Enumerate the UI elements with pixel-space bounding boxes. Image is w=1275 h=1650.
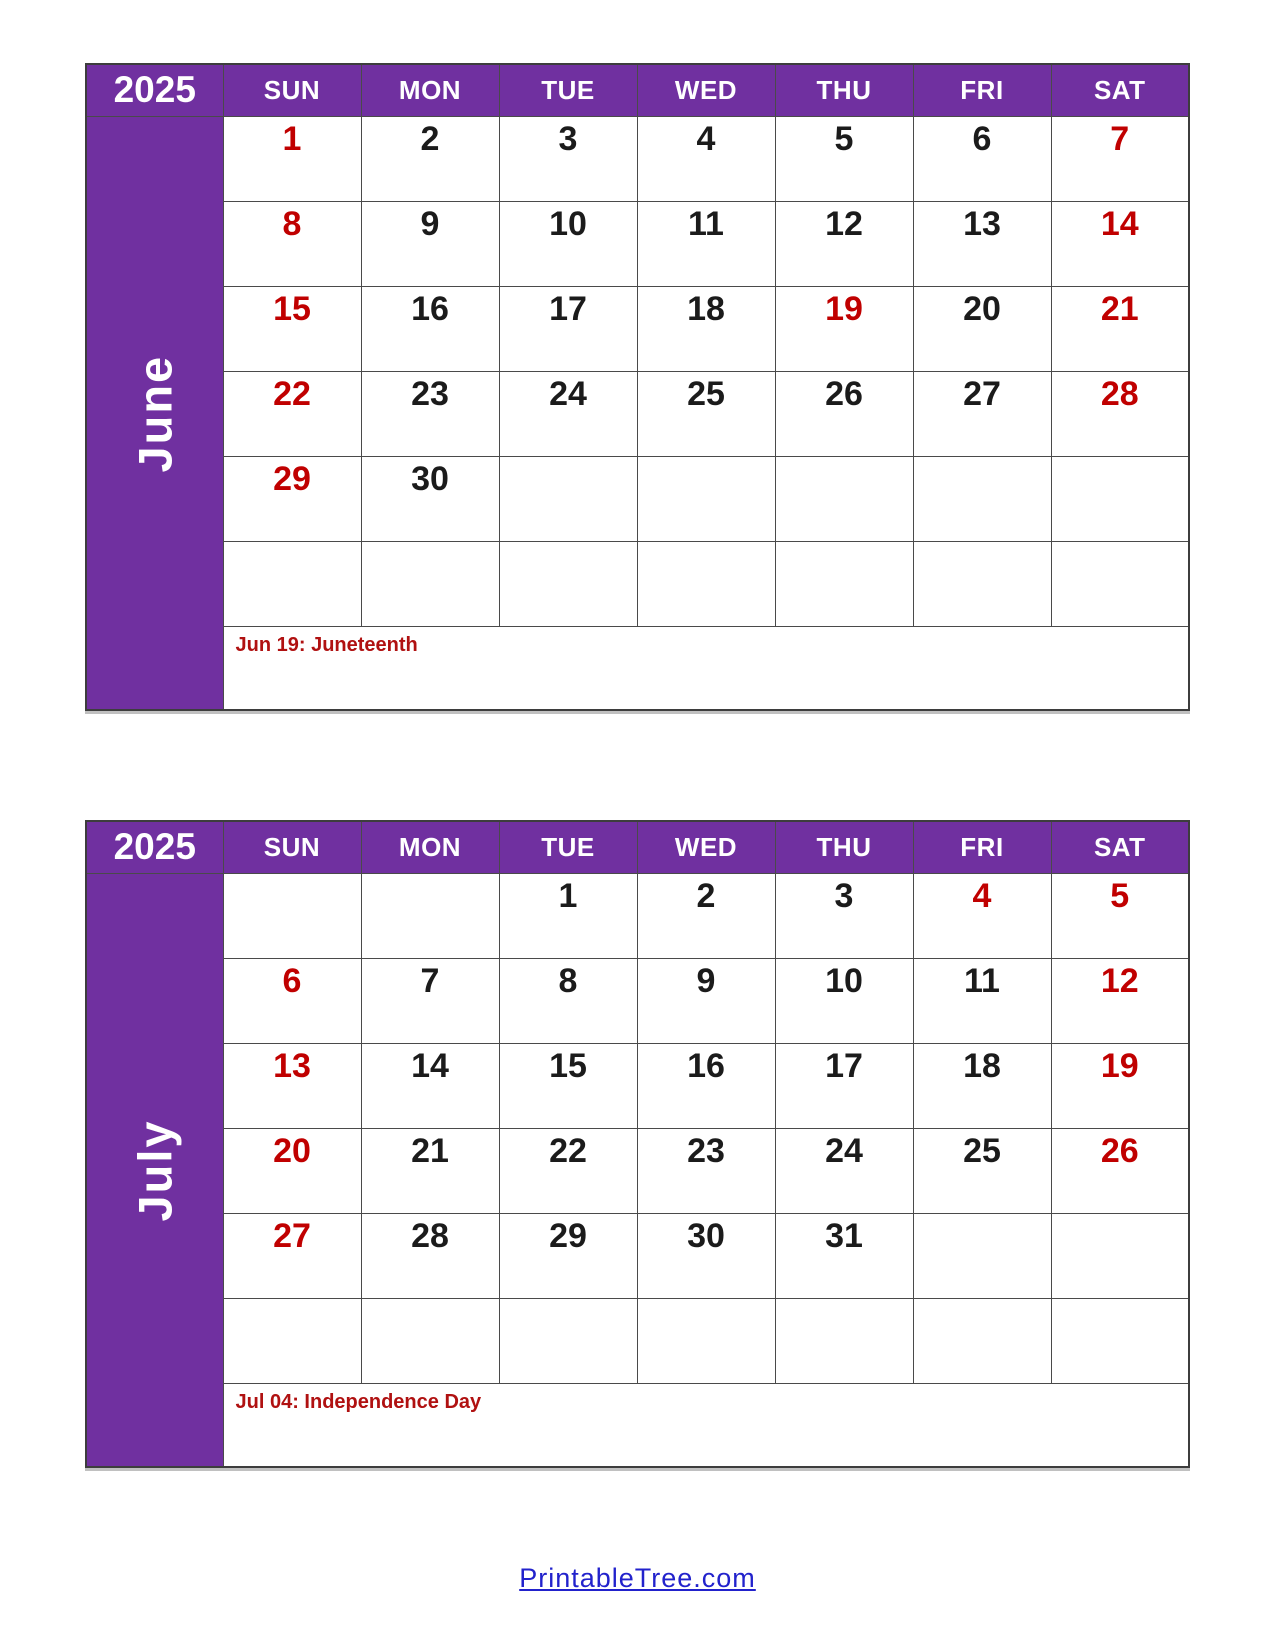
calendar-empty-cell (223, 873, 361, 958)
calendar-day-cell: 27 (223, 1213, 361, 1298)
holiday-note: Jun 19: Juneteenth (223, 626, 1189, 710)
calendar-week-row (86, 456, 1189, 541)
calendar-day-cell: 29 (223, 456, 361, 541)
calendar-day-cell: 21 (1051, 286, 1189, 371)
day-header-wed: WED (637, 821, 775, 873)
june-calendar-table (85, 63, 1190, 711)
calendar-day-cell: 3 (775, 873, 913, 958)
calendar-empty-cell (775, 541, 913, 626)
calendar-week-row (86, 201, 1189, 286)
calendar-day-cell: 14 (1051, 201, 1189, 286)
calendar-day-cell: 6 (913, 116, 1051, 201)
calendar-day-cell: 18 (637, 286, 775, 371)
calendar-day-cell: 29 (499, 1213, 637, 1298)
month-label: June (128, 353, 182, 472)
calendar-empty-cell (1051, 456, 1189, 541)
calendar-day-cell: 12 (775, 201, 913, 286)
calendar-empty-cell (361, 873, 499, 958)
calendar-day-cell: 17 (775, 1043, 913, 1128)
calendar-day-cell: 25 (637, 371, 775, 456)
page-footer (0, 1563, 1275, 1594)
day-header-wed: WED (637, 64, 775, 116)
calendar-day-cell: 28 (1051, 371, 1189, 456)
calendar-day-cell: 2 (361, 116, 499, 201)
calendar-week-row (86, 1128, 1189, 1213)
calendar-day-cell: 21 (361, 1128, 499, 1213)
calendar-day-cell: 11 (913, 958, 1051, 1043)
calendar-day-cell: 22 (499, 1128, 637, 1213)
day-header-sat: SAT (1051, 821, 1189, 873)
calendar-day-cell: 10 (775, 958, 913, 1043)
calendar-day-cell: 19 (1051, 1043, 1189, 1128)
day-header-sat: SAT (1051, 64, 1189, 116)
calendar-day-cell: 5 (1051, 873, 1189, 958)
calendar-day-cell: 12 (1051, 958, 1189, 1043)
calendar-day-cell: 3 (499, 116, 637, 201)
calendar-header-row (86, 64, 1189, 116)
calendar-empty-cell (1051, 541, 1189, 626)
calendar-empty-cell (637, 456, 775, 541)
calendar-day-cell: 8 (223, 201, 361, 286)
holiday-note-row (86, 626, 1189, 710)
printabletree-link[interactable]: PrintableTree.com (519, 1563, 756, 1593)
calendar-day-cell: 5 (775, 116, 913, 201)
calendar-day-cell: 23 (361, 371, 499, 456)
calendar-empty-cell (223, 1298, 361, 1383)
year-label: 2025 (86, 821, 223, 873)
calendar-empty-cell (499, 541, 637, 626)
july-calendar-table (85, 820, 1190, 1468)
calendar-day-cell: 22 (223, 371, 361, 456)
calendar-week-row (86, 286, 1189, 371)
year-label: 2025 (86, 64, 223, 116)
calendar-day-cell: 20 (223, 1128, 361, 1213)
calendar-day-cell: 1 (223, 116, 361, 201)
july-2025-calendar (85, 820, 1190, 1468)
calendar-day-cell: 17 (499, 286, 637, 371)
calendar-week-row (86, 1213, 1189, 1298)
calendar-day-cell: 28 (361, 1213, 499, 1298)
calendar-empty-cell (775, 1298, 913, 1383)
calendar-day-cell: 13 (913, 201, 1051, 286)
calendar-day-cell: 26 (775, 371, 913, 456)
calendar-week-row (86, 958, 1189, 1043)
calendar-day-cell: 16 (637, 1043, 775, 1128)
day-header-sun: SUN (223, 821, 361, 873)
calendar-week-row (86, 116, 1189, 201)
calendar-day-cell: 27 (913, 371, 1051, 456)
calendar-day-cell: 25 (913, 1128, 1051, 1213)
calendar-day-cell: 19 (775, 286, 913, 371)
calendar-week-row (86, 371, 1189, 456)
day-header-thu: THU (775, 821, 913, 873)
calendar-day-cell: 4 (637, 116, 775, 201)
calendar-day-cell: 20 (913, 286, 1051, 371)
holiday-note: Jul 04: Independence Day (223, 1383, 1189, 1467)
calendar-day-cell: 4 (913, 873, 1051, 958)
calendar-empty-cell (1051, 1298, 1189, 1383)
calendar-day-cell: 30 (637, 1213, 775, 1298)
calendar-day-cell: 10 (499, 201, 637, 286)
calendar-day-cell: 15 (499, 1043, 637, 1128)
calendar-day-cell: 6 (223, 958, 361, 1043)
calendar-empty-cell (1051, 1213, 1189, 1298)
calendar-day-cell: 24 (499, 371, 637, 456)
calendar-day-cell: 16 (361, 286, 499, 371)
calendar-day-cell: 26 (1051, 1128, 1189, 1213)
calendar-day-cell: 2 (637, 873, 775, 958)
calendar-empty-cell (913, 1213, 1051, 1298)
calendar-empty-cell (499, 456, 637, 541)
day-header-fri: FRI (913, 64, 1051, 116)
month-label: July (128, 1118, 182, 1221)
month-sidebar (86, 116, 223, 710)
calendar-day-cell: 11 (637, 201, 775, 286)
calendar-header-row (86, 821, 1189, 873)
calendar-day-cell: 14 (361, 1043, 499, 1128)
day-header-fri: FRI (913, 821, 1051, 873)
calendar-day-cell: 18 (913, 1043, 1051, 1128)
calendar-day-cell: 9 (361, 201, 499, 286)
calendar-week-row (86, 541, 1189, 626)
day-header-mon: MON (361, 821, 499, 873)
calendar-day-cell: 7 (1051, 116, 1189, 201)
calendar-day-cell: 31 (775, 1213, 913, 1298)
holiday-note-row (86, 1383, 1189, 1467)
calendar-empty-cell (361, 1298, 499, 1383)
calendar-day-cell: 8 (499, 958, 637, 1043)
calendar-empty-cell (361, 541, 499, 626)
calendar-empty-cell (223, 541, 361, 626)
calendar-week-row (86, 1298, 1189, 1383)
day-header-thu: THU (775, 64, 913, 116)
calendar-day-cell: 1 (499, 873, 637, 958)
calendar-day-cell: 30 (361, 456, 499, 541)
calendar-day-cell: 13 (223, 1043, 361, 1128)
calendar-empty-cell (913, 541, 1051, 626)
calendar-empty-cell (913, 456, 1051, 541)
calendar-empty-cell (637, 1298, 775, 1383)
calendar-day-cell: 15 (223, 286, 361, 371)
month-sidebar (86, 873, 223, 1467)
calendar-empty-cell (499, 1298, 637, 1383)
calendar-day-cell: 24 (775, 1128, 913, 1213)
calendar-empty-cell (775, 456, 913, 541)
calendar-day-cell: 7 (361, 958, 499, 1043)
day-header-tue: TUE (499, 821, 637, 873)
calendar-week-row (86, 1043, 1189, 1128)
calendar-empty-cell (637, 541, 775, 626)
june-2025-calendar (85, 63, 1190, 711)
day-header-mon: MON (361, 64, 499, 116)
calendar-day-cell: 23 (637, 1128, 775, 1213)
day-header-tue: TUE (499, 64, 637, 116)
day-header-sun: SUN (223, 64, 361, 116)
calendar-day-cell: 9 (637, 958, 775, 1043)
calendar-empty-cell (913, 1298, 1051, 1383)
calendar-week-row (86, 873, 1189, 958)
